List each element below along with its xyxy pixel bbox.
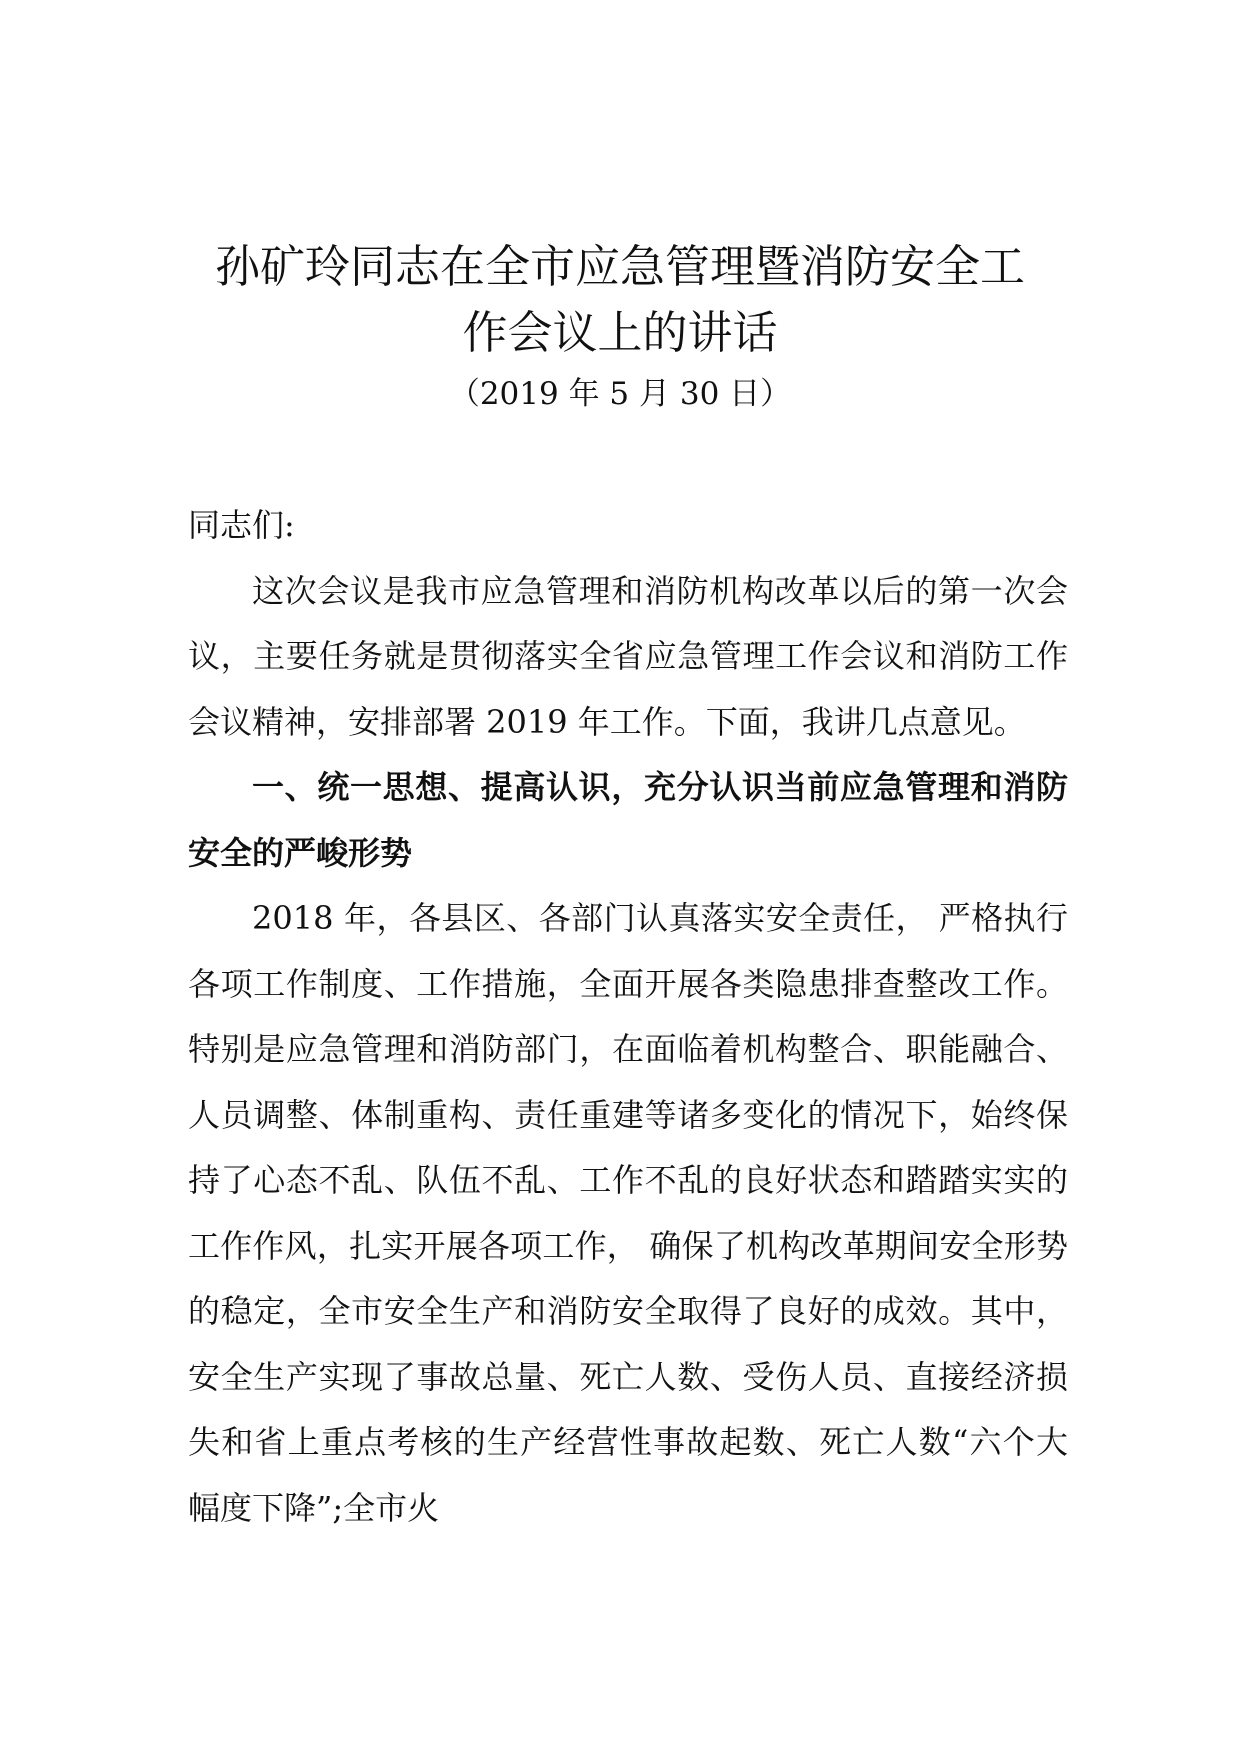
paragraph-intro: 这次会议是我市应急管理和消防机构改革以后的第一次会议，主要任务就是贯彻落实全省应急管理工作会议和消防工作会议精神，安排部署 2019 年工作。下面，我讲几点意见。	[188, 571, 1068, 741]
document-title-line-2: 作会议上的讲话	[462, 306, 778, 359]
paragraph-2018-review: 2018 年，各县区、各部门认真落实安全责任， 严格执行各项工作制度、工作措施，全面开展各类隐患排查整改工作。特别是应急管理和消防部门，在面临着机构整合、职能融合、人员调整、体制重构、责任重建等诸多变化的情况下，始终保持了心态不乱、队伍不乱、工作不乱的良好状态和踏踏实实的工作作风，扎实开展各项工作， 确保了机构改革期间安全形势的稳定，全市安全生产和消防安全取得了良好的成效。其中，安全生产实现了事故总量、死亡人数、受伤人员、直接经济损失和省上重点考核的生产经营性事故起数、死亡人数“六个大幅度下降”;全市火	[188, 899, 1068, 1527]
salutation: 同志们:	[188, 506, 295, 544]
document-title-line-1: 孙矿玲同志在全市应急管理暨消防安全工	[214, 240, 1025, 293]
section-heading-1: 一、统一思想、提高认识，充分认识当前应急管理和消防安全的严峻形势	[188, 768, 1068, 872]
document-body	[188, 493, 1068, 1541]
speech-date: （2019 年 5 月 30 日）	[448, 376, 792, 412]
